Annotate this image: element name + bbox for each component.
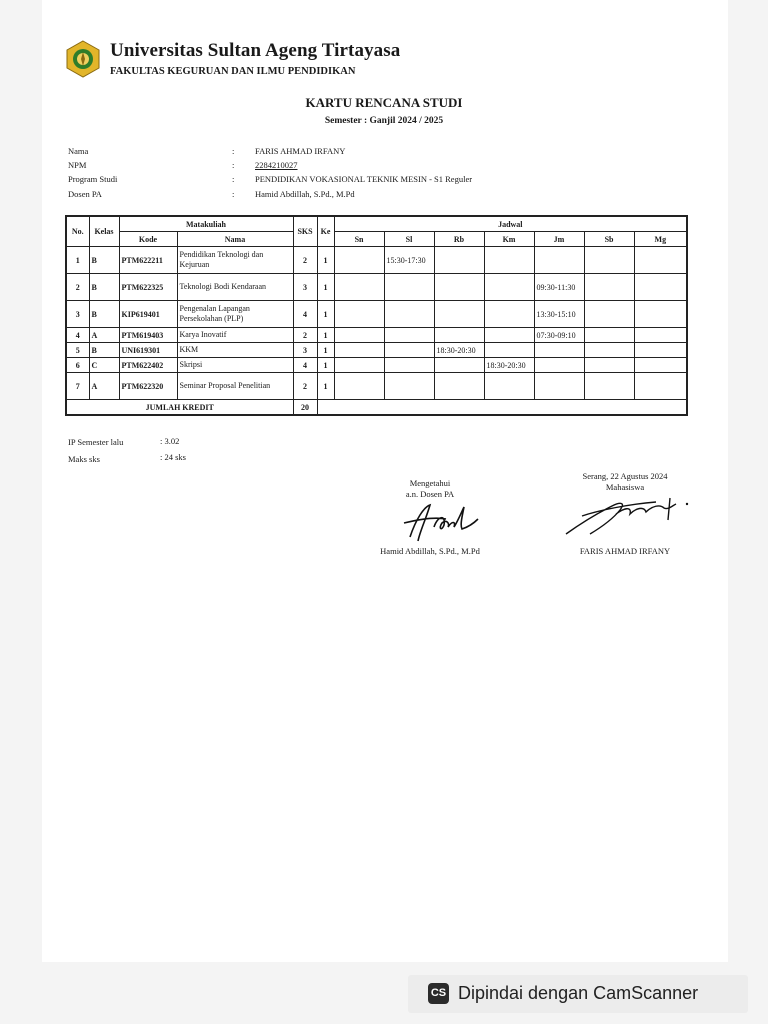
cell-kelas: A — [89, 373, 119, 400]
cell-schedule — [484, 301, 534, 328]
cell-sks: 2 — [293, 247, 317, 274]
scanner-watermark — [408, 975, 748, 1013]
info-label: Program Studi — [68, 174, 118, 184]
cell-kode: PTM622402 — [119, 358, 177, 373]
cell-nama: Teknologi Bodi Kendaraan — [177, 274, 293, 301]
info-value: PENDIDIKAN VOKASIONAL TEKNIK MESIN - S1 Reguler — [255, 174, 473, 184]
cell-schedule — [384, 301, 434, 328]
cell-sks: 2 — [293, 328, 317, 343]
header-day: Sl — [384, 232, 434, 247]
header-kode: Kode — [119, 232, 177, 247]
advisor-name: Hamid Abdillah, S.Pd., M.Pd — [380, 546, 480, 556]
cell-no: 1 — [66, 247, 89, 274]
cell-schedule — [484, 373, 534, 400]
cell-schedule: 13:30-15:10 — [534, 301, 584, 328]
page-title: KARTU RENCANA STUDI — [305, 95, 463, 110]
table-row — [66, 358, 687, 373]
table-row — [66, 328, 687, 343]
cell-schedule: 18:30-20:30 — [434, 343, 484, 358]
header-day: Mg — [634, 232, 687, 247]
cell-nama: Seminar Proposal Penelitian — [177, 373, 293, 400]
cell-schedule — [434, 373, 484, 400]
ip-label: IP Semester lalu — [68, 437, 124, 447]
advisor-signature — [390, 497, 490, 545]
cell-nama: Pendidikan Teknologi dan Kejuruan — [177, 247, 293, 274]
krs-table — [65, 215, 688, 416]
cell-schedule — [584, 274, 634, 301]
info-value: FARIS AHMAD IRFANY — [255, 146, 346, 156]
student-signature — [560, 490, 690, 542]
cell-nama: Karya Inovatif — [177, 328, 293, 343]
camscanner-logo-icon: CS — [428, 983, 449, 1004]
table-row — [66, 274, 687, 301]
header-jadwal: Jadwal — [334, 216, 687, 232]
cell-schedule — [534, 358, 584, 373]
cell-kelas: B — [89, 247, 119, 274]
cell-schedule — [534, 343, 584, 358]
cell-schedule — [334, 373, 384, 400]
info-colon: : — [232, 146, 235, 156]
header-no: No. — [66, 216, 89, 247]
cell-schedule — [384, 343, 434, 358]
info-colon: : — [232, 174, 235, 184]
cell-schedule: 09:30-11:30 — [534, 274, 584, 301]
max-sks-label: Maks sks — [68, 454, 100, 464]
cell-schedule: 18:30-20:30 — [484, 358, 534, 373]
cell-schedule — [584, 373, 634, 400]
cell-schedule — [434, 301, 484, 328]
cell-schedule — [334, 358, 384, 373]
cell-schedule — [634, 274, 687, 301]
cell-schedule — [434, 274, 484, 301]
cell-schedule — [334, 247, 384, 274]
student-name: FARIS AHMAD IRFANY — [579, 546, 671, 556]
header-nama: Nama — [177, 232, 293, 247]
cell-schedule — [484, 328, 534, 343]
cell-schedule: 07:30-09:10 — [534, 328, 584, 343]
header-ke: Ke — [317, 216, 334, 247]
cell-kode: PTM622320 — [119, 373, 177, 400]
student-role: Mahasiswa — [605, 482, 645, 492]
cell-schedule — [534, 373, 584, 400]
table-row — [66, 373, 687, 400]
ip-value: : 3.02 — [160, 436, 180, 446]
info-value: 2284210027 — [255, 160, 298, 170]
cell-schedule — [584, 358, 634, 373]
student-info — [0, 146, 768, 206]
cell-nama: Pengenalan Lapangan Persekolahan (PLP) — [177, 301, 293, 328]
header-day: Sb — [584, 232, 634, 247]
cell-kode: PTM619403 — [119, 328, 177, 343]
cell-schedule — [484, 343, 534, 358]
header-sks: SKS — [293, 216, 317, 247]
cell-ke: 1 — [317, 343, 334, 358]
cell-nama: Skripsi — [177, 358, 293, 373]
cell-no: 6 — [66, 358, 89, 373]
cell-ke: 1 — [317, 328, 334, 343]
header-kelas: Kelas — [89, 216, 119, 247]
cell-kode: UNI619301 — [119, 343, 177, 358]
cell-ke: 1 — [317, 358, 334, 373]
cell-sks: 2 — [293, 373, 317, 400]
cell-sks: 4 — [293, 301, 317, 328]
cell-sks: 4 — [293, 358, 317, 373]
cell-schedule — [384, 358, 434, 373]
info-label: NPM — [68, 160, 87, 170]
total-label: JUMLAH KREDIT — [66, 400, 293, 416]
cell-schedule — [584, 343, 634, 358]
cell-kelas: C — [89, 358, 119, 373]
info-colon: : — [232, 160, 235, 170]
cell-ke: 1 — [317, 247, 334, 274]
cell-schedule — [584, 301, 634, 328]
cell-schedule: 15:30-17:30 — [384, 247, 434, 274]
cell-kode: PTM622211 — [119, 247, 177, 274]
semester-subtitle: Semester : Ganjil 2024 / 2025 — [324, 116, 444, 126]
header-matakuliah: Matakuliah — [119, 216, 293, 232]
cell-no: 7 — [66, 373, 89, 400]
table-row — [66, 343, 687, 358]
total-empty — [317, 400, 687, 416]
approval-line2: a.n. Dosen PA — [405, 489, 455, 499]
cell-ke: 1 — [317, 274, 334, 301]
table-row — [66, 301, 687, 328]
cell-schedule — [384, 274, 434, 301]
cell-schedule — [434, 328, 484, 343]
cell-schedule — [634, 301, 687, 328]
cell-kelas: B — [89, 343, 119, 358]
header-day: Sn — [334, 232, 384, 247]
cell-no: 5 — [66, 343, 89, 358]
cell-schedule — [634, 343, 687, 358]
cell-schedule — [484, 247, 534, 274]
date-line: Serang, 22 Agustus 2024 — [582, 471, 668, 481]
cell-no: 4 — [66, 328, 89, 343]
cell-schedule — [434, 358, 484, 373]
cell-ke: 1 — [317, 373, 334, 400]
max-sks-value: : 24 sks — [160, 452, 186, 462]
scanner-text: Dipindai dengan CamScanner — [458, 983, 699, 1003]
cell-kode: KIP619401 — [119, 301, 177, 328]
header-day: Km — [484, 232, 534, 247]
info-label: Nama — [68, 146, 89, 156]
info-label: Dosen PA — [68, 189, 102, 199]
cell-schedule — [584, 328, 634, 343]
cell-kelas: B — [89, 301, 119, 328]
university-name: Universitas Sultan Ageng Tirtayasa — [110, 40, 401, 61]
cell-schedule — [334, 343, 384, 358]
cell-schedule — [634, 358, 687, 373]
cell-ke: 1 — [317, 301, 334, 328]
info-colon: : — [232, 189, 235, 199]
cell-kelas: A — [89, 328, 119, 343]
cell-nama: KKM — [177, 343, 293, 358]
cell-sks: 3 — [293, 343, 317, 358]
cell-schedule — [334, 274, 384, 301]
cell-schedule — [634, 328, 687, 343]
cell-schedule — [584, 247, 634, 274]
info-value: Hamid Abdillah, S.Pd., M.Pd — [255, 189, 355, 199]
cell-kode: PTM622325 — [119, 274, 177, 301]
header-day: Jm — [534, 232, 584, 247]
cell-schedule — [334, 301, 384, 328]
cell-schedule — [634, 373, 687, 400]
cell-schedule — [484, 274, 534, 301]
cell-schedule — [384, 373, 434, 400]
total-value: 20 — [293, 400, 317, 416]
header-day: Rb — [434, 232, 484, 247]
faculty-name: FAKULTAS KEGURUAN DAN ILMU PENDIDIKAN — [110, 66, 356, 77]
cell-schedule — [384, 328, 434, 343]
university-logo-icon — [65, 40, 101, 78]
cell-kelas: B — [89, 274, 119, 301]
cell-schedule — [434, 247, 484, 274]
cell-schedule — [534, 247, 584, 274]
cell-no: 3 — [66, 301, 89, 328]
approval-line1: Mengetahui — [409, 478, 451, 488]
cell-schedule — [334, 328, 384, 343]
table-row — [66, 247, 687, 274]
cell-schedule — [634, 247, 687, 274]
cell-sks: 3 — [293, 274, 317, 301]
cell-no: 2 — [66, 274, 89, 301]
